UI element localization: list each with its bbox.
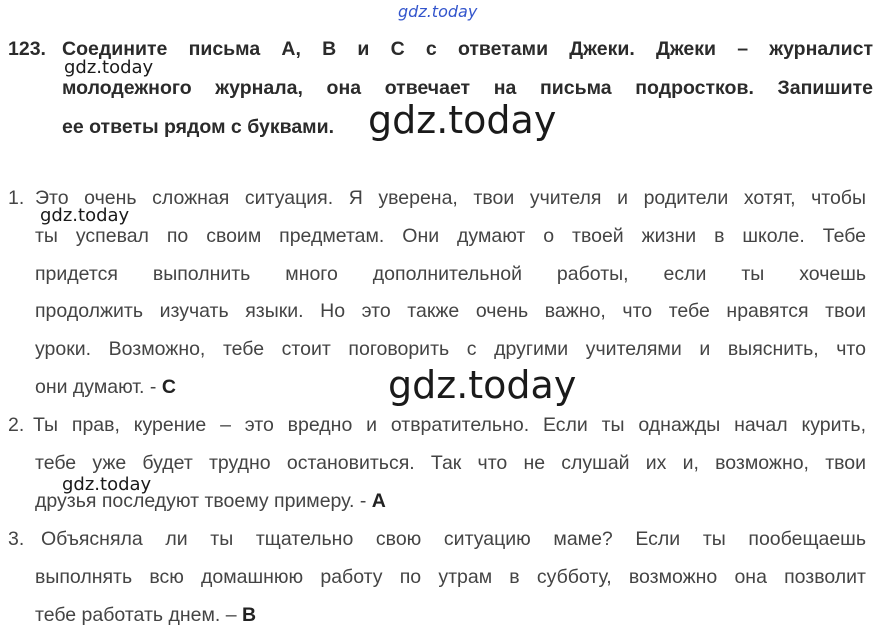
- task-line: молодежного журнала, она отвечает на письма подростков. Запишите: [62, 77, 873, 99]
- answer-line: тебе уже будет трудно остановиться. Так что не слушай их и, возможно, твои: [35, 452, 866, 474]
- answer-line: выполнять всю домашнюю работу по утрам в субботу, возможно она позволит: [35, 566, 866, 588]
- watermark-small-1: gdz.today: [64, 57, 154, 78]
- answer-last-line: [35, 369, 176, 407]
- answer-line: придется выполнить много дополнительной работы, если ты хочешь: [35, 263, 866, 285]
- task-line: Соедините письма А, В и С с ответами Джеки. Джеки – журналист: [62, 38, 873, 60]
- watermark-top: gdz.today: [398, 2, 478, 21]
- answer-line: Ты прав, курение – это вредно и отвратительно. Если ты однажды начал курить,: [33, 414, 866, 436]
- answer-last-line: [35, 483, 386, 521]
- answer-line: ты успевал по своим предметам. Они думают о твоей жизни в школе. Тебе: [35, 225, 866, 247]
- answer-text: тебе работать днем. –: [35, 604, 237, 626]
- watermark-large-2: gdz.today: [388, 363, 577, 407]
- task-line: ее ответы рядом с буквами.: [62, 116, 334, 138]
- answer-text: они думают. -: [35, 376, 157, 398]
- answer-line: продолжить изучать языки. Но это также очень важно, что тебе нравятся твои: [35, 300, 866, 322]
- answer-number: 3.: [8, 528, 25, 550]
- task-number: 123.: [8, 38, 46, 60]
- answer-last-line: [35, 597, 256, 635]
- answer-line: Объясняла ли ты тщательно свою ситуацию маме? Если ты пообещаешь: [41, 528, 866, 550]
- watermark-small-2: gdz.today: [40, 205, 130, 226]
- answer-letter: В: [241, 604, 257, 626]
- watermark-large-1: gdz.today: [368, 98, 557, 142]
- answer-text: друзья последуют твоему примеру. -: [35, 490, 367, 512]
- answer-line: Это очень сложная ситуация. Я уверена, твои учителя и родители хотят, чтобы: [35, 187, 866, 209]
- answer-letter: А: [371, 490, 386, 512]
- answer-number: 2.: [8, 414, 25, 436]
- answer-letter: С: [161, 376, 176, 398]
- watermark-small-3: gdz.today: [62, 474, 152, 495]
- answer-line: уроки. Возможно, тебе стоит поговорить с другими учителями и выяснить, что: [35, 338, 866, 360]
- answer-number: 1.: [8, 187, 25, 209]
